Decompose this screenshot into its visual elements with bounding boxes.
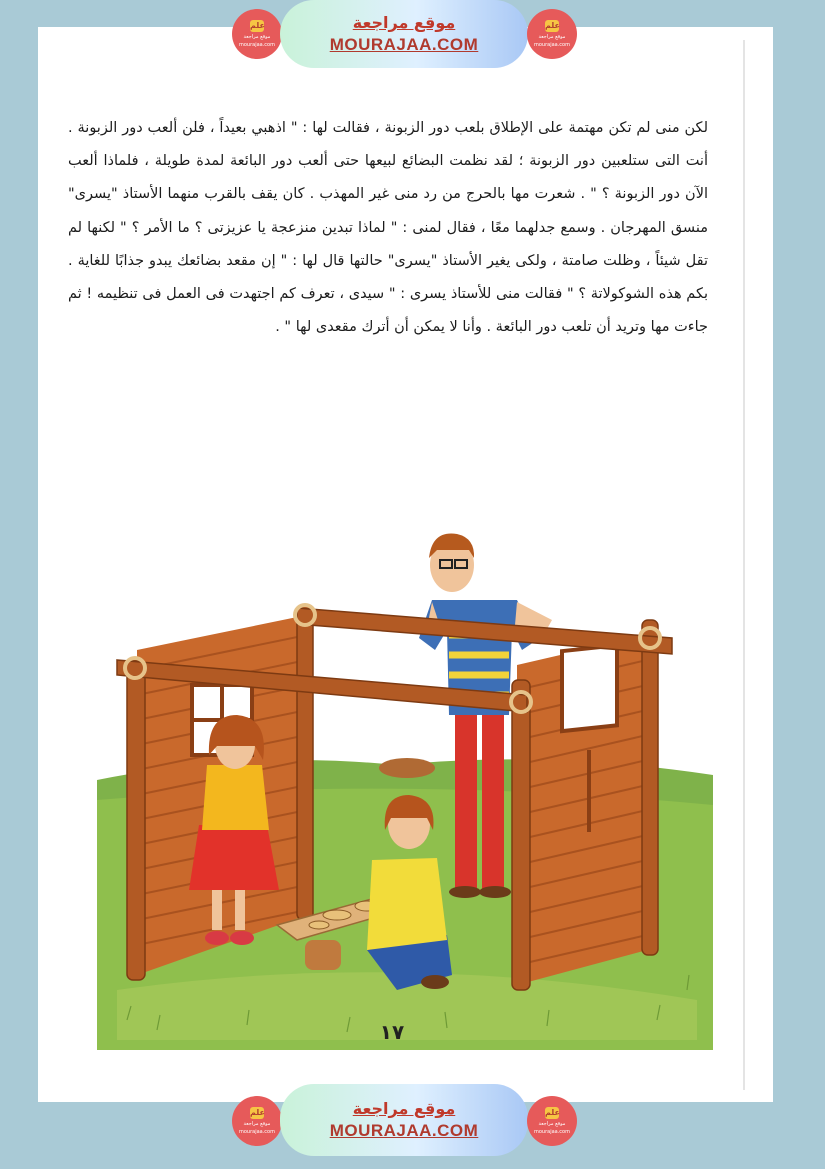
badge-name: موقع مراجعة	[538, 34, 566, 40]
site-name-arabic[interactable]: موقع مراجعة	[352, 13, 456, 32]
book-logo-icon: علم	[250, 21, 266, 30]
site-logo-badge-right[interactable]	[527, 9, 577, 59]
site-name-pill[interactable]	[280, 1084, 528, 1156]
badge-name: موقع مراجعة	[243, 34, 271, 40]
site-logo-badge-left[interactable]	[232, 9, 282, 59]
story-paragraph: لكن منى لم تكن مهتمة على الإطلاق بلعب دور الزبونة ، فقالت لها : " اذهبي بعيداً ، فلن ألعب دور الزبونة . أنت التى ستلعبين دور الزبونة ؛ لقد نظمت البضائع لبيعها حتى ألعب دور البائعة لمدة طويلة ، فلماذا ألعب الآن دور الزبونة ؟ " . شعرت مها بالحرج من رد منى غير المهذب . كان يقف بالقرب منهما الأستاذ "يسرى" منسق المهرجان . وسمع جدلهما معًا ، فقال لمنى : " لماذا تبدين منزعجة يا عزيزتى ؟ ما الأمر ؟ " لكنها لم تقل شيئاً ، وظلت صامتة ، ولكى يغير الأستاذ "يسرى" حالتها قال لها : " إن مقعد بضائعك يبدو جذابًا للغاية . بكم هذه الشوكولاتة ؟ " فقالت منى للأستاذ يسرى : " سيدى ، تعرف كم اجتهدت فى العمل فى تنظيمه ! ثم جاءت مها وتريد أن تلعب دور البائعة . وأنا لا يمكن أن أترك مقعدى لها " .	[68, 120, 708, 336]
story-text-block	[68, 112, 708, 344]
site-name-latin[interactable]: MOURAJAA.COM	[329, 35, 479, 54]
page-edge-line	[743, 40, 745, 1090]
badge-name: موقع مراجعة	[538, 1121, 566, 1127]
site-banner-bottom[interactable]	[232, 1084, 577, 1156]
page-number: ١٧	[379, 1020, 405, 1044]
site-name-latin[interactable]: MOURAJAA.COM	[329, 1121, 479, 1140]
book-logo-icon: علم	[545, 21, 561, 30]
badge-url: mourajaa.com	[533, 42, 570, 48]
site-banner-top[interactable]	[232, 0, 577, 68]
wooden-stall-illustration-icon	[97, 520, 713, 1050]
site-logo-badge-left[interactable]	[232, 1096, 282, 1146]
badge-url: mourajaa.com	[238, 1129, 275, 1135]
book-logo-icon: علم	[250, 1108, 266, 1117]
book-logo-icon: علم	[545, 1108, 561, 1117]
site-name-arabic[interactable]: موقع مراجعة	[352, 1099, 456, 1118]
badge-url: mourajaa.com	[238, 42, 275, 48]
site-logo-badge-right[interactable]	[527, 1096, 577, 1146]
badge-name: موقع مراجعة	[243, 1121, 271, 1127]
badge-url: mourajaa.com	[533, 1129, 570, 1135]
site-name-pill[interactable]	[280, 0, 528, 68]
